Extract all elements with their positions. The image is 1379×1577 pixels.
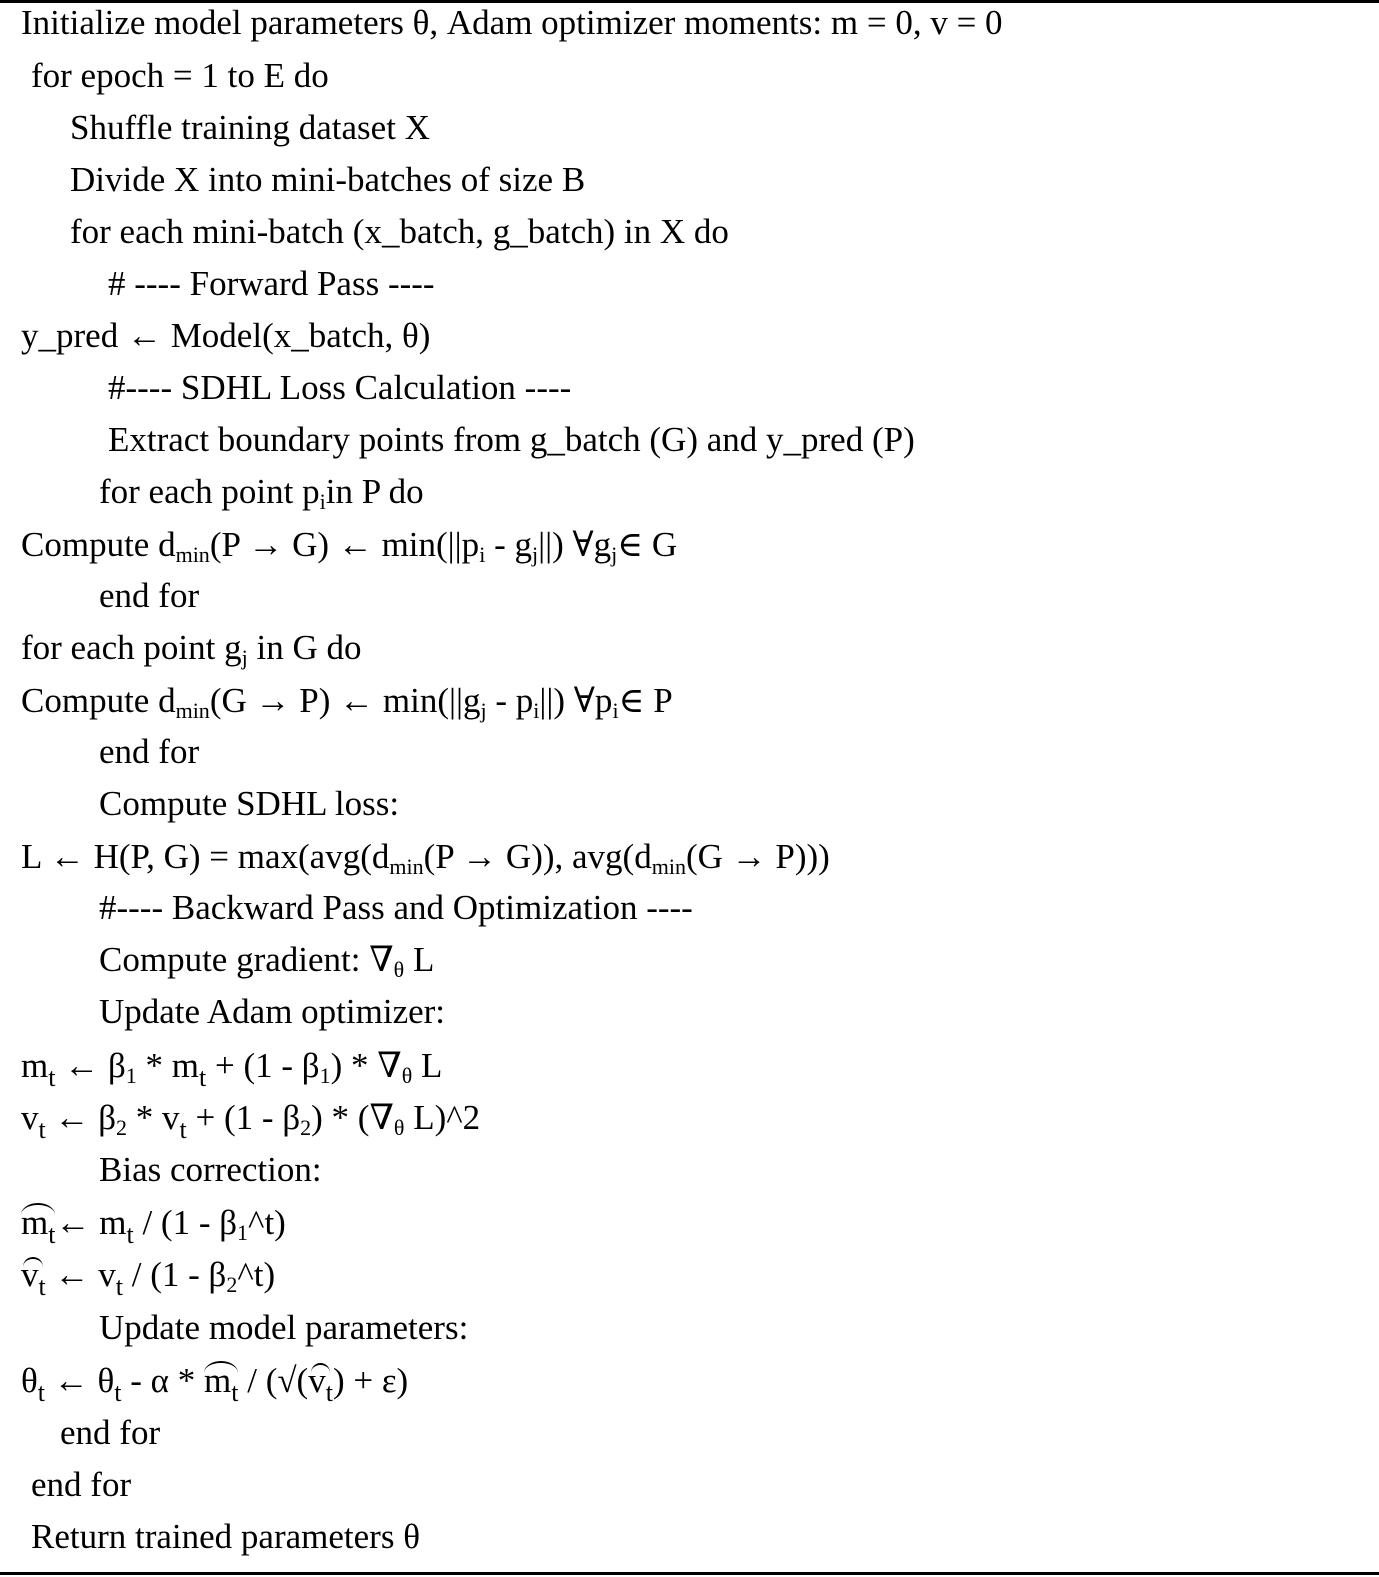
subscript: t <box>48 1220 56 1249</box>
algorithm-line <box>99 992 445 1032</box>
subscript: min <box>175 698 210 723</box>
subscript: t <box>179 1115 187 1144</box>
algorithm-line <box>21 316 430 356</box>
line-text: in G do <box>247 628 362 667</box>
subscript: 1 <box>125 1063 137 1088</box>
line-text: ← β <box>45 1098 117 1137</box>
line-text: (P → G)), avg(d <box>423 837 652 876</box>
line-text: ← v <box>45 1255 116 1294</box>
algorithm-line <box>21 1046 443 1092</box>
line-text: ^t) <box>237 1255 276 1294</box>
subscript: j <box>241 645 248 670</box>
subscript: i <box>533 698 540 723</box>
hat-term <box>21 1203 56 1249</box>
line-text: Compute d <box>21 681 176 720</box>
line-text: Compute SDHL loss: <box>99 784 400 823</box>
algorithm-line <box>108 264 435 304</box>
line-text: * m <box>136 1046 200 1085</box>
subscript: t <box>38 1272 46 1301</box>
algorithm-line <box>21 1255 276 1301</box>
line-text: Update model parameters: <box>99 1308 469 1347</box>
subscript: t <box>38 1115 46 1144</box>
algorithm-line <box>21 628 362 668</box>
line-text: (P → G) ← min(||p <box>209 525 480 564</box>
line-text: for epoch = 1 to E do <box>31 56 329 95</box>
algorithm-line <box>21 1361 409 1407</box>
line-text: Update Adam optimizer: <box>99 992 446 1031</box>
algorithm-line <box>99 1150 322 1190</box>
line-text: end for <box>99 732 200 771</box>
subscript: min <box>389 854 424 879</box>
bottom-rule <box>0 1572 1379 1575</box>
line-text: + (1 - β <box>206 1046 320 1085</box>
line-text: / (1 - β <box>122 1255 227 1294</box>
hat-term <box>308 1361 333 1407</box>
subscript: t <box>126 1220 134 1249</box>
subscript: t <box>231 1378 239 1407</box>
line-text: (G → P))) <box>685 837 830 876</box>
algorithm-line <box>99 1308 468 1348</box>
algorithm-line <box>70 160 585 200</box>
subscript: i <box>319 489 326 514</box>
algorithm-line <box>21 3 1003 43</box>
line-text: L <box>404 940 435 979</box>
line-text: / (√( <box>238 1361 309 1400</box>
subscript: t <box>37 1378 45 1407</box>
line-text: L <box>412 1046 443 1085</box>
line-text: end for <box>60 1413 161 1452</box>
algorithm-line <box>31 56 329 96</box>
subscript: j <box>480 698 487 723</box>
algorithm-line <box>60 1413 160 1453</box>
line-text: Shuffle training dataset X <box>70 108 430 147</box>
line-text: for each point p <box>99 472 320 511</box>
hat-base: m <box>21 1203 49 1242</box>
line-text: - α * <box>121 1361 204 1400</box>
line-text: m <box>21 1046 49 1085</box>
line-text: ∈ G <box>617 525 678 564</box>
subscript: 2 <box>116 1115 128 1140</box>
hat-base: v <box>21 1255 39 1294</box>
line-text: Compute d <box>21 525 176 564</box>
subscript: 2 <box>226 1272 238 1297</box>
subscript: min <box>651 854 686 879</box>
subscript: θ <box>393 957 405 982</box>
subscript: min <box>175 542 210 567</box>
line-text: y_pred ← Model(x_batch, θ) <box>21 316 431 355</box>
line-text: L ← H(P, G) = max(avg(d <box>21 837 390 876</box>
subscript: j <box>611 542 618 567</box>
line-text: v <box>21 1098 39 1137</box>
algorithm-line <box>70 212 729 252</box>
hat-base: v <box>308 1361 326 1400</box>
subscript: i <box>479 542 486 567</box>
algorithm-line <box>21 837 830 877</box>
subscript: 2 <box>300 1115 312 1140</box>
algorithm-line <box>99 732 199 772</box>
algorithm-line <box>21 681 673 721</box>
hat-term <box>21 1255 46 1301</box>
line-text: ∈ P <box>618 681 673 720</box>
line-text: Extract boundary points from g_batch (G) and y_pred (P) <box>108 420 915 459</box>
subscript: t <box>48 1063 56 1092</box>
algorithm-line <box>99 576 199 616</box>
line-text: Bias correction: <box>99 1150 322 1189</box>
subscript: i <box>612 698 619 723</box>
algorithm-line <box>70 108 430 148</box>
algorithm-line <box>21 525 677 565</box>
algorithm-line <box>31 1517 420 1557</box>
line-text: - g <box>485 525 532 564</box>
line-text: ) * (∇ <box>311 1098 394 1137</box>
line-text: end for <box>99 576 200 615</box>
line-text: Divide X into mini-batches of size B <box>70 160 586 199</box>
algorithm-line <box>99 472 424 512</box>
algorithm-line <box>99 940 434 980</box>
algorithm-line <box>99 784 399 824</box>
line-text: θ <box>21 1361 38 1400</box>
line-text: for each mini-batch (x_batch, g_batch) in X do <box>70 212 729 251</box>
line-text: (G → P) ← min(||g <box>209 681 481 720</box>
algorithm-line <box>21 1098 481 1144</box>
line-text: for each point g <box>21 628 242 667</box>
line-text: ||) ∀g <box>538 525 612 564</box>
line-text: in P do <box>325 472 424 511</box>
line-text: + (1 - β <box>186 1098 301 1137</box>
line-text: end for <box>31 1465 132 1504</box>
hat-symbol <box>204 1361 239 1407</box>
subscript: j <box>531 542 539 567</box>
hat-symbol <box>21 1255 46 1301</box>
line-text: # ---- Forward Pass ---- <box>108 264 435 303</box>
hat-base: m <box>204 1361 232 1400</box>
subscript: 1 <box>237 1220 249 1245</box>
algorithm-line <box>99 888 693 928</box>
subscript: θ <box>393 1115 405 1140</box>
hat-term <box>204 1361 239 1407</box>
subscript: t <box>115 1272 123 1301</box>
subscript: t <box>199 1063 207 1092</box>
algorithm-line <box>31 1465 131 1505</box>
line-text: ) * ∇ <box>330 1046 402 1085</box>
line-text: * v <box>127 1098 180 1137</box>
line-text: Return trained parameters θ <box>31 1517 420 1556</box>
line-text: #---- SDHL Loss Calculation ---- <box>108 368 572 407</box>
line-text: ← θ <box>45 1361 115 1400</box>
line-text: ← β <box>55 1046 126 1085</box>
algorithm-line <box>108 420 915 460</box>
subscript: t <box>114 1378 122 1407</box>
algorithm-line <box>108 368 571 408</box>
line-text: ^t) <box>248 1203 286 1242</box>
line-text: ← m <box>55 1203 127 1242</box>
subscript: t <box>325 1378 333 1407</box>
line-text: ) + ε) <box>332 1361 409 1400</box>
algorithm-line <box>21 1203 286 1249</box>
line-text: / (1 - β <box>133 1203 238 1242</box>
hat-symbol <box>308 1361 333 1407</box>
subscript: 1 <box>319 1063 331 1088</box>
line-text: Initialize model parameters θ, Adam optimizer moments: m = 0, v = 0 <box>21 3 1003 42</box>
subscript: θ <box>401 1063 413 1088</box>
line-text: - p <box>486 681 534 720</box>
line-text: L)^2 <box>404 1098 481 1137</box>
hat-symbol <box>21 1203 56 1249</box>
line-text: Compute gradient: ∇ <box>99 940 394 979</box>
line-text: #---- Backward Pass and Optimization ---- <box>99 888 693 927</box>
line-text: ||) ∀p <box>539 681 613 720</box>
